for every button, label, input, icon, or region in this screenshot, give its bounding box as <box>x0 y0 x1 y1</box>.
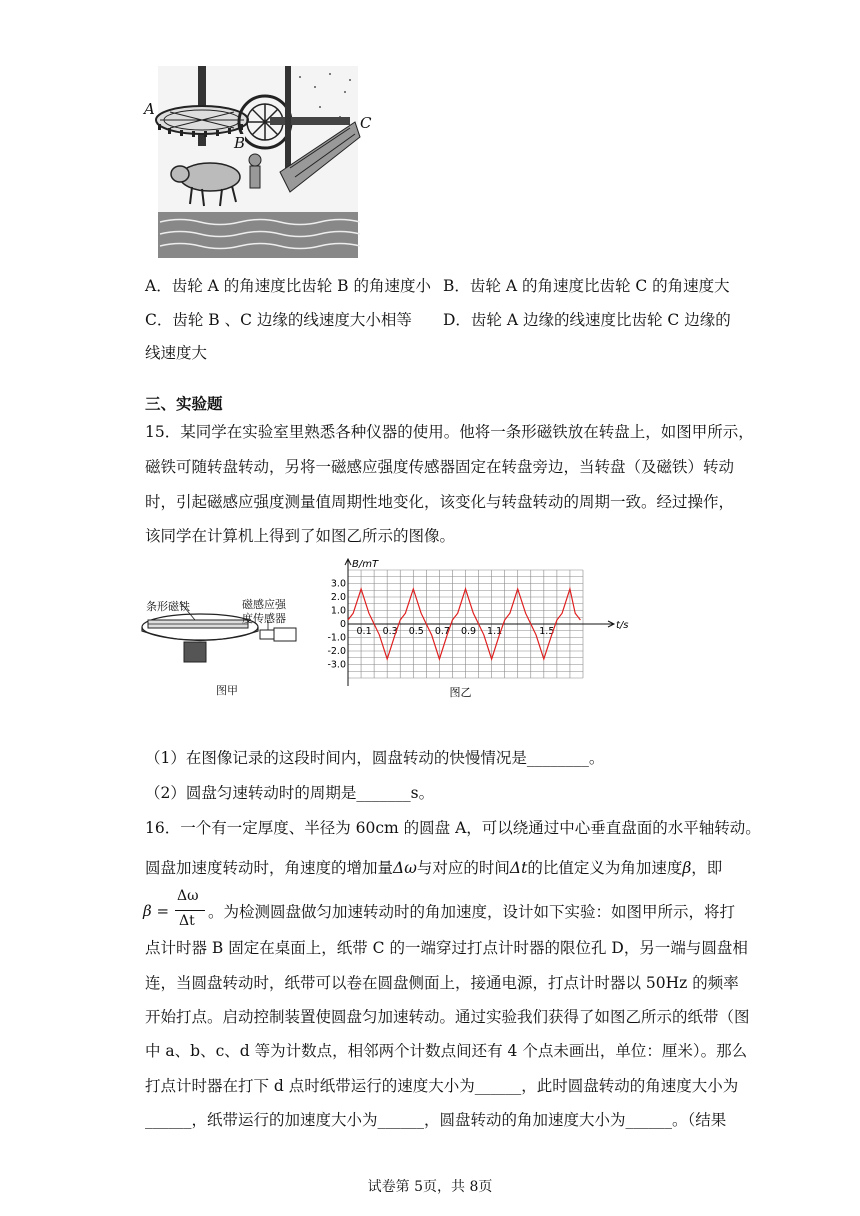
option-d-continued: 线速度大 <box>145 344 208 362</box>
q16-line-3: 。为检测圆盘做匀加速转动时的角加速度，设计如下实验：如图甲所示，将打 <box>208 903 736 921</box>
x-tick-label: 1.1 <box>487 626 503 637</box>
figure-yi <box>318 558 638 703</box>
option-c: C．齿轮 B 、C 边缘的线速度大小相等 <box>145 311 412 329</box>
x-tick-label: 0.9 <box>460 626 477 637</box>
q16-line-1: 16．一个有一定厚度、半径为 60cm 的圆盘 A，可以绕通过中心垂直盘面的水平轴转动。 <box>145 819 761 837</box>
y-tick-label: -2.0 <box>327 646 346 657</box>
x-tick-label: 0.5 <box>408 626 424 637</box>
q16-line-9: ______，纸带运行的加速度大小为______，圆盘转动的角加速度大小为______。（结果 <box>145 1111 727 1129</box>
figure-jia-caption: 图甲 <box>216 684 238 697</box>
y-tick-label: 2.0 <box>330 592 346 603</box>
y-tick-label: 0 <box>339 619 346 630</box>
beta-symbol: β <box>682 859 692 877</box>
b-t-chart <box>318 558 638 703</box>
magnet-label: 条形磁铁 <box>146 600 190 613</box>
q16-line-2c: 的比值定义为角加速度 <box>527 859 683 877</box>
q15-line-3: 时，引起磁感应强度测量值周期性地变化，该变化与转盘转动的周期一致。经过操作， <box>145 493 735 511</box>
option-b: B．齿轮 A 的角速度比齿轮 C 的角速度大 <box>443 277 730 295</box>
q15-line-4: 该同学在计算机上得到了如图乙所示的图像。 <box>145 527 456 545</box>
y-tick-label: 1.0 <box>330 605 346 617</box>
gear-a-label: A <box>144 100 155 118</box>
option-a: A．齿轮 A 的角速度比齿轮 B 的角速度小 <box>145 277 431 295</box>
q16-line-2a: 圆盘加速度转动时，角速度的增加量 <box>145 859 394 877</box>
y-tick-label: -3.0 <box>327 659 346 671</box>
formula-lhs: β = <box>143 902 170 920</box>
q16-line-5: 连，当圆盘转动时，纸带可以卷在圆盘侧面上，接通电源，打点计时器以 50Hz 的频率 <box>145 974 739 992</box>
option-d: D．齿轮 A 边缘的线速度比齿轮 C 边缘的 <box>443 311 731 329</box>
sensor-label-1: 磁感应强 <box>242 598 286 611</box>
gear-illustration <box>144 62 375 262</box>
q15-sub-2: （2）圆盘匀速转动时的周期是_______s。 <box>145 784 435 802</box>
y-axis-label: B/mT <box>352 559 379 570</box>
q16-line-2b: 与对应的时间 <box>416 859 510 877</box>
x-tick-label: 0.3 <box>382 626 398 637</box>
formula-bar <box>175 910 205 911</box>
figure-yi-caption: 图乙 <box>449 686 472 699</box>
q16-line-2d: ，即 <box>691 859 723 877</box>
gear-b-label: B <box>234 134 246 152</box>
gear-woodcut-image <box>150 62 375 262</box>
formula-denominator: Δt <box>179 913 195 929</box>
x-tick-label: 0.1 <box>356 626 372 637</box>
q16-line-2 <box>145 858 722 878</box>
q16-line-6: 开始打点。启动控制装置使圆盘匀加速转动。通过实验我们获得了如图乙所示的纸带（图 <box>145 1008 750 1026</box>
q16-line-4: 点计时器 B 固定在桌面上，纸带 C 的一端穿过打点计时器的限位孔 D，另一端与圆盘相 <box>145 939 748 957</box>
delta-omega: Δω <box>393 859 417 877</box>
x-axis-label: t/s <box>616 620 629 631</box>
y-tick-label: 3.0 <box>330 578 346 590</box>
sensor-label-2: 度传感器 <box>242 612 286 625</box>
q15-line-2: 磁铁可随转盘转动，另将一磁感应强度传感器固定在转盘旁边，当转盘（及磁铁）转动 <box>145 458 735 476</box>
formula-numerator: Δω <box>177 888 199 904</box>
q15-sub-1: （1）在图像记录的这段时间内，圆盘转动的快慢情况是________。 <box>145 749 605 767</box>
q16-line-7: 中 a、b、c、d 等为计数点，相邻两个计数点间还有 4 个点未画出，单位：厘米）。那么 <box>145 1042 748 1060</box>
q16-line-8: 打点计时器在打下 d 点时纸带运行的速度大小为______，此时圆盘转动的角速度大小为 <box>145 1077 739 1095</box>
y-tick-label: -1.0 <box>327 632 346 644</box>
section-title: 三、实验题 <box>145 394 223 413</box>
figure-jia <box>140 590 320 700</box>
x-tick-label: 1.5 <box>539 626 555 637</box>
gear-c-label: C <box>360 114 372 132</box>
page-footer: 试卷第 5页，共 8页 <box>367 1179 493 1195</box>
x-tick-label: 0.7 <box>434 626 450 637</box>
beta-formula <box>143 888 213 936</box>
q15-line-1: 15．某同学在实验室里熟悉各种仪器的使用。他将一条形磁铁放在转盘上，如图甲所示， <box>145 423 754 441</box>
delta-t: Δt <box>509 859 528 877</box>
